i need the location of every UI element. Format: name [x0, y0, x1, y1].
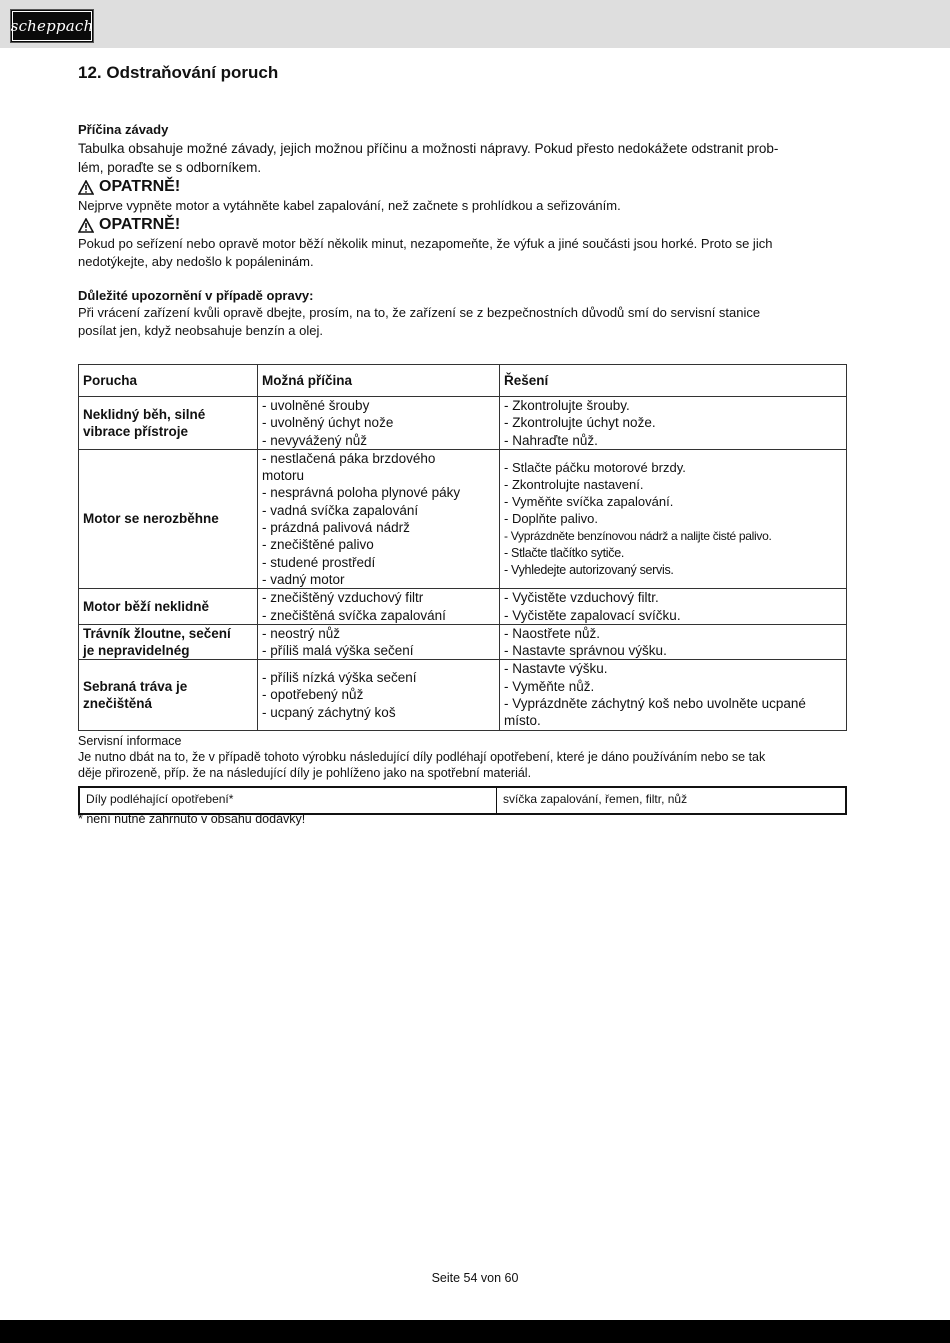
cause-line: - vadná svíčka zapalování [262, 502, 419, 518]
warning-1 [78, 178, 180, 196]
solution-line: - Vyprázdněte benzínovou nádrž a nalijte čisté palivo. [504, 528, 772, 543]
solution-line: - Zkontrolujte úchyt nože. [504, 415, 656, 431]
fault-line: je nepravidelnég [83, 643, 190, 659]
warning-2-line: Pokud po seřízení nebo opravě motor běží několik minut, nezapomeňte, že výfuk a jiné součásti jsou horké. Proto se jich [78, 236, 773, 251]
cause-cell [258, 624, 500, 660]
warning-2 [78, 216, 180, 234]
cause-heading: Příčina závady [78, 122, 169, 137]
warning-1-text: Nejprve vypněte motor a vytáhněte kabel zapalování, než začnete s prohlídkou a seřizováním. [78, 198, 621, 213]
cause-line: - příliš malá výška sečení [262, 643, 414, 659]
solution-line: - Naostřete nůž. [504, 625, 601, 641]
repair-note-title: Důležité upozornění v případě opravy: [78, 288, 314, 303]
cause-line: - nevyvážený nůž [262, 432, 368, 448]
repair-note-line: Při vrácení zařízení kvůli opravě dbejte, prosím, na to, že zařízení se z bezpečnostních důvodů smí do servisní stanice [78, 305, 761, 320]
cause-line: - studené prostředí [262, 554, 376, 570]
service-info-line: Je nutno dbát na to, že v případě tohoto výrobku následující díly podléhají opotřebení, které je dáno používáním nebo se tak [78, 750, 766, 764]
intro-text [78, 139, 846, 177]
cause-line: - opotřebený nůž [262, 687, 364, 703]
table-row [79, 787, 846, 814]
table-row [79, 589, 847, 625]
warning-title: OPATRNĚ! [99, 216, 181, 233]
cause-cell [258, 397, 500, 450]
solution-cell [500, 660, 847, 730]
cause-line: - znečištěné palivo [262, 537, 374, 553]
warning-triangle-icon [78, 218, 94, 233]
solution-line: - Nastavte správnou výšku. [504, 643, 667, 659]
table-row [79, 449, 847, 588]
solution-line: - Nahraďte nůž. [504, 432, 598, 448]
solution-line: - Nastavte výšku. [504, 661, 608, 677]
table-row [79, 397, 847, 450]
solution-cell [500, 449, 847, 588]
fault-cell [79, 660, 258, 730]
fault-line: Motor se nerozběhne [83, 511, 219, 527]
solution-cell [500, 589, 847, 625]
cause-line: - znečištěný vzduchový filtr [262, 590, 424, 606]
solution-line: - Stlačte tlačítko sytiče. [504, 546, 625, 561]
cause-cell [258, 449, 500, 588]
intro-line: Tabulka obsahuje možné závady, jejich možnou příčinu a možnosti nápravy. Pokud přesto nedokážete odstranit prob- [78, 141, 779, 156]
wear-parts-value: svíčka zapalování, řemen, filtr, nůž [497, 787, 847, 814]
warning-2-line: nedotýkejte, aby nedošlo k popáleninám. [78, 254, 314, 269]
solution-line: místo. [504, 713, 541, 729]
cause-line: - příliš nízká výška sečení [262, 670, 417, 686]
repair-note-line: posílat jen, když neobsahuje benzín a olej. [78, 323, 324, 338]
solution-cell [500, 624, 847, 660]
cause-line: - nestlačená páka brzdového [262, 450, 436, 466]
cause-line: motoru [262, 468, 305, 484]
cause-line: - uvolněné šrouby [262, 398, 370, 413]
intro-line: lém, poraďte se s odborníkem. [78, 160, 262, 175]
fault-cell [79, 397, 258, 450]
service-info-title: Servisní informace [78, 734, 182, 748]
fault-line: Trávník žloutne, sečení [83, 625, 231, 641]
cause-line: - ucpaný záchytný koš [262, 704, 396, 720]
fault-line: Sebraná tráva je [83, 678, 188, 694]
solution-line: - Doplňte palivo. [504, 511, 598, 527]
fault-line: Neklidný běh, silné [83, 406, 206, 422]
solution-line: - Vyhledejte autorizovaný servis. [504, 563, 674, 578]
service-info-line: děje přirozeně, příp. že na následující díly je pohlíženo jako na spotřební materiál. [78, 766, 532, 780]
header-solution: Řešení [500, 365, 847, 397]
troubleshooting-table [78, 364, 847, 731]
cause-cell [258, 589, 500, 625]
service-info-text [78, 749, 848, 781]
solution-cell [500, 397, 847, 450]
cause-line: - vadný motor [262, 571, 345, 587]
cause-cell [258, 660, 500, 730]
warning-title: OPATRNĚ! [99, 178, 181, 195]
cause-line: - nesprávná poloha plynové páky [262, 485, 461, 501]
table-row [79, 624, 847, 660]
fault-cell [79, 589, 258, 625]
cause-line: - neostrý nůž [262, 625, 341, 641]
fault-cell [79, 449, 258, 588]
fault-cell [79, 624, 258, 660]
scheppach-logo: scheppach [10, 9, 94, 43]
solution-line: - Zkontrolujte nastavení. [504, 476, 644, 492]
fault-line: znečištěná [83, 696, 153, 712]
header-cause: Možná příčina [258, 365, 500, 397]
footnote: * není nutně zahrnuto v obsahu dodávky! [78, 812, 306, 826]
fault-line: Motor běží neklidně [83, 598, 210, 614]
warning-2-text [78, 235, 846, 271]
solution-line: - Stlačte páčku motorové brzdy. [504, 459, 686, 475]
table-header-row [79, 365, 847, 397]
solution-line: - Vyměňte svíčka zapalování. [504, 494, 674, 510]
table-row [79, 660, 847, 730]
section-title: 12. Odstraňování poruch [78, 63, 279, 82]
header-fault: Porucha [79, 365, 258, 397]
cause-line: - uvolněný úchyt nože [262, 415, 394, 431]
warning-triangle-icon [78, 180, 94, 195]
cause-line: - znečištěná svíčka zapalování [262, 607, 446, 623]
page-number: Seite 54 von 60 [431, 1271, 519, 1285]
header-band [0, 0, 950, 48]
cause-line: - prázdná palivová nádrž [262, 520, 410, 536]
fault-line: vibrace přístroje [83, 423, 189, 439]
solution-line: - Vyčistěte zapalovací svíčku. [504, 607, 681, 623]
solution-line: - Vyměňte nůž. [504, 678, 595, 694]
solution-line: - Vyprázdněte záchytný koš nebo uvolněte ucpané [504, 696, 806, 712]
bottom-bar [0, 1320, 950, 1343]
repair-note-text [78, 304, 846, 340]
solution-line: - Vyčistěte vzduchový filtr. [504, 590, 659, 606]
wear-parts-label: Díly podléhající opotřebení* [79, 787, 497, 814]
solution-line: - Zkontrolujte šrouby. [504, 398, 630, 413]
